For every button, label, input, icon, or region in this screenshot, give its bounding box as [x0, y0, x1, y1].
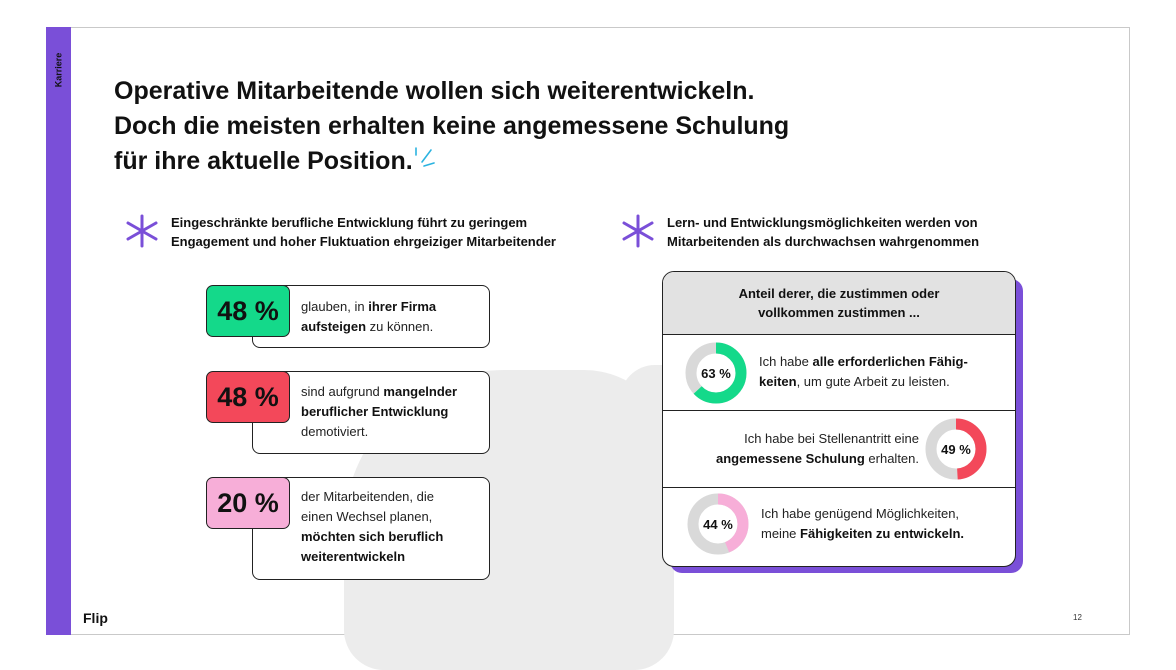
flip-logo: Flip — [83, 610, 108, 626]
title-line: Operative Mitarbeitende wollen sich weiterentwickeln. — [114, 77, 755, 105]
title-line: Doch die meisten erhalten keine angemessene Schulung — [114, 112, 790, 140]
stat-value: 48 % — [206, 285, 290, 337]
stat-value: 48 % — [206, 371, 290, 423]
asterisk-icon — [125, 214, 159, 248]
survey-row: 63 % Ich habe alle erforderlichen Fähig- keiten, um gute Arbeit zu leisten. — [663, 334, 1015, 411]
right-section-heading: Lern- und Entwicklungsmöglichkeiten werden von Mitarbeitenden als durchwachsen wahrgenommen — [667, 215, 980, 249]
donut-chart — [685, 342, 747, 404]
survey-panel — [662, 271, 1016, 567]
page-number: 12 — [1073, 613, 1082, 622]
donut-value: 49 % — [941, 441, 971, 457]
sparkle-icon — [413, 144, 443, 172]
title-line: für ihre aktuelle Position. — [114, 147, 413, 175]
donut-chart — [925, 418, 987, 480]
sidebar — [46, 27, 71, 635]
donut-value: 63 % — [701, 365, 731, 381]
panel-header: Anteil derer, die zustimmen oder vollkommen zustimmen ... — [663, 272, 1015, 335]
sidebar-label: Karriere — [53, 52, 64, 88]
stat-value: 20 % — [206, 477, 290, 529]
survey-row: Ich habe bei Stellenantritt eine angemessene Schulung erhalten. 49 % — [663, 411, 1015, 488]
donut-chart — [687, 493, 749, 555]
left-section-heading: Eingeschränkte berufliche Entwicklung führt zu geringem Engagement und hoher Fluktuation ehrgeiziger Mitarbeitender — [171, 215, 556, 249]
page-title — [114, 74, 834, 179]
asterisk-icon — [621, 214, 655, 248]
survey-row: 44 % Ich habe genügend Möglichkeiten, meine Fähigkeiten zu entwickeln. — [663, 488, 1015, 567]
donut-value: 44 % — [703, 516, 733, 532]
